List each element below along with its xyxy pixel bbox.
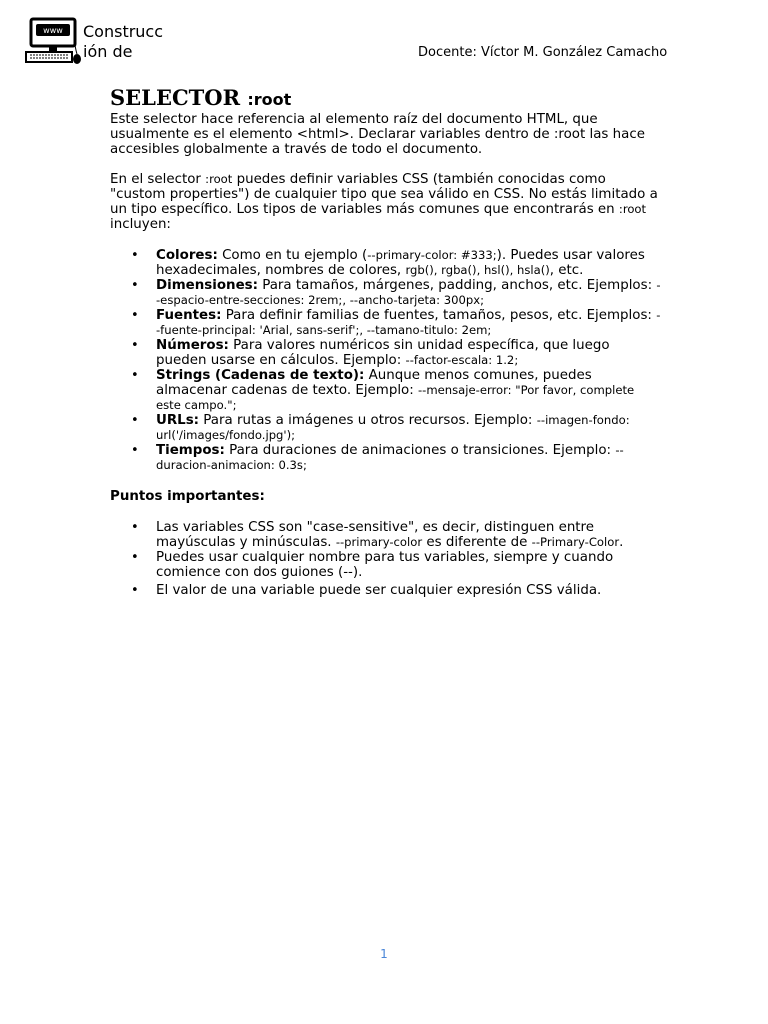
list-item: • Tiempos: Para duraciones de animaciones o transiciones. Ejemplo: --duracion-animacion: 0.3s; bbox=[110, 443, 662, 473]
page-title bbox=[110, 86, 662, 112]
list-item: • Puedes usar cualquier nombre para tus variables, siempre y cuando comience con dos guiones (--). bbox=[110, 550, 662, 580]
list-item: • URLs: Para rutas a imágenes u otros recursos. Ejemplo: --imagen-fondo: url('/images/fondo.jpg'); bbox=[110, 413, 662, 443]
page-number: 1 bbox=[380, 947, 388, 961]
variable-types-list bbox=[110, 248, 662, 473]
course-title-line1: Construcc bbox=[83, 22, 164, 41]
list-item: • Las variables CSS son "case-sensitive", es decir, distinguen entre mayúsculas y minúsculas. --primary-color es diferente de --Primary-Color. bbox=[110, 520, 662, 550]
list-item: • Fuentes: Para definir familias de fuentes, tamaños, pesos, etc. Ejemplos: --fuente-principal: 'Arial, sans-serif';, --tamano-titulo: 2em; bbox=[110, 308, 662, 338]
list-item: • El valor de una variable puede ser cualquier expresión CSS válida. bbox=[110, 583, 662, 598]
list-item: • Números: Para valores numéricos sin unidad específica, que luego pueden usarse en cálculos. Ejemplo: --factor-escala: 1.2; bbox=[110, 338, 662, 368]
intro-paragraph: Este selector hace referencia al elemento raíz del documento HTML, que usualmente es el elemento <html>. Declarar variables dentro de :root las hace accesibles globalmente a través de todo el documento. bbox=[110, 112, 645, 157]
course-title-line2: ión de bbox=[83, 42, 133, 61]
document-body bbox=[110, 86, 662, 598]
types-paragraph: En el selector :root puedes definir variables CSS (también conocidas como "custom properties") de cualquier tipo que sea válido en CSS. No estás limitado a un tipo específico. Los tipos de variables más comunes que encontrarás en :root incluyen: bbox=[110, 172, 658, 232]
title-main: SELECTOR bbox=[110, 85, 241, 110]
title-code: :root bbox=[247, 90, 292, 109]
computer-www-logo bbox=[24, 17, 82, 65]
section-heading: Puntos importantes: bbox=[110, 489, 265, 504]
course-title bbox=[83, 22, 183, 62]
list-item: • Colores: Como en tu ejemplo (--primary-color: #333;). Puedes usar valores hexadecimales, nombres de colores, rgb(), rgba(), hsl(), hsla(), etc. bbox=[110, 248, 662, 278]
list-item: • Strings (Cadenas de texto): Aunque menos comunes, puedes almacenar cadenas de texto. Ejemplo: --mensaje-error: "Por favor, complete este campo."; bbox=[110, 368, 662, 413]
logo-text: www bbox=[43, 26, 63, 35]
teacher-name: Docente: Víctor M. González Camacho bbox=[418, 45, 668, 60]
important-points-list bbox=[110, 520, 662, 598]
list-item: • Dimensiones: Para tamaños, márgenes, padding, anchos, etc. Ejemplos: --espacio-entre-secciones: 2rem;, --ancho-tarjeta: 300px; bbox=[110, 278, 662, 308]
